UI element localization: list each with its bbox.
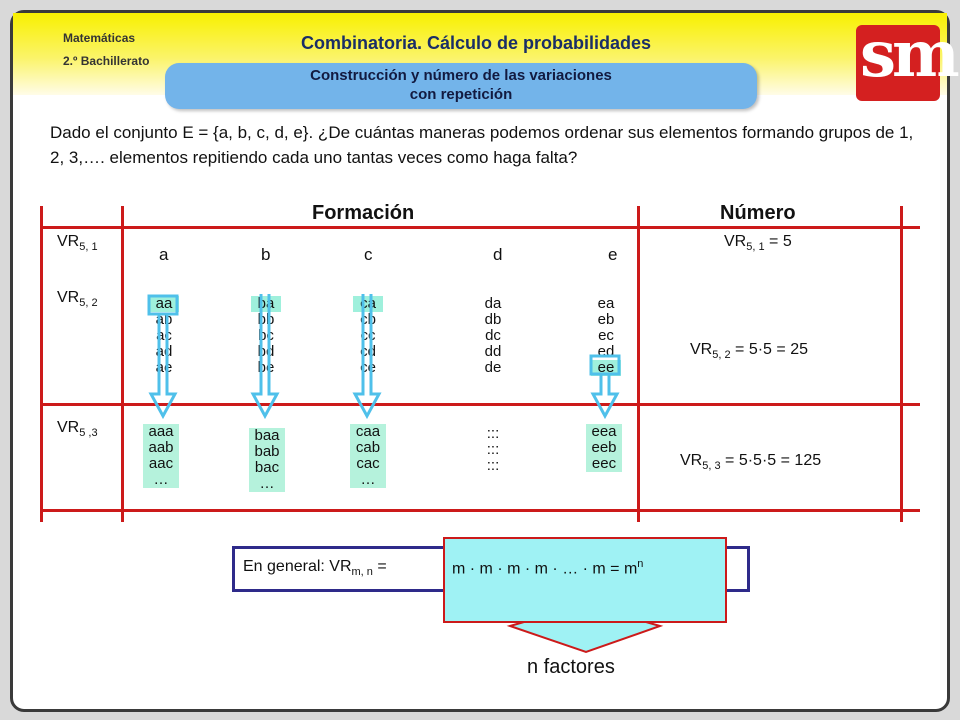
subject-label	[63, 27, 149, 73]
triple-cell: eeb	[591, 439, 617, 456]
grid-line-label-sep	[121, 206, 124, 522]
triple-cell: aac	[148, 455, 174, 472]
triple-cell: aab	[148, 439, 174, 456]
pair-cell: ad	[155, 343, 173, 360]
result-3: $VR_{5, 3} = 5\cdot 5\cdot 5 = 125$	[680, 452, 822, 473]
single-e: e	[608, 245, 618, 264]
triple-cell: baa	[254, 427, 280, 444]
pair-cell: ab	[155, 311, 173, 328]
pair-cell: ec	[598, 327, 614, 344]
pair-cell: ba	[251, 296, 281, 312]
pair-cell: ea	[597, 295, 615, 312]
document-title: Combinatoria. Cálculo de probabilidades	[301, 33, 652, 53]
expand-arrow-e	[587, 290, 629, 428]
sm-logo	[856, 17, 956, 101]
product-highlight	[443, 537, 727, 623]
number-heading: Número	[720, 202, 796, 224]
triple-column-e	[586, 424, 622, 472]
triple-column-c	[350, 424, 386, 488]
triple-cell: …	[259, 475, 275, 492]
expand-arrow-b	[247, 290, 289, 428]
triple-cell: :::	[486, 441, 500, 458]
single-c: c	[364, 245, 373, 264]
logo-text: sm	[860, 17, 956, 92]
single-d: d	[493, 245, 503, 264]
pair-cell: bc	[258, 327, 274, 344]
triple-cell: eea	[591, 423, 617, 440]
pair-cell: be	[257, 359, 275, 376]
pair-cell: eb	[597, 311, 615, 328]
expand-arrow-c	[349, 290, 391, 428]
single-a: a	[159, 245, 169, 264]
triple-cell: …	[153, 471, 169, 488]
pair-cell: aa	[149, 296, 179, 312]
grid-line-left	[40, 206, 43, 522]
triple-cell: aaa	[148, 423, 174, 440]
expand-arrow-a	[145, 290, 187, 428]
pair-cell: dc	[485, 327, 501, 344]
general-formula-label: En general: $VR_{m, n}$ =	[243, 558, 387, 579]
pair-cell: ca	[353, 296, 383, 312]
pair-cell: cd	[360, 343, 376, 360]
triple-cell: :::	[486, 425, 500, 442]
general-formula-product: m · m · m · m · … · $m = m^n$	[452, 558, 644, 578]
pair-cell: bb	[257, 311, 275, 328]
grid-line-result-sep	[637, 206, 640, 522]
question-text: Dado el conjunto E = {a, b, c, d, e}. ¿De cuántas maneras podemos ordenar sus elementos formando grupos de 1, 2, 3,…. elementos repitiendo cada uno tantas veces como haga falta?	[50, 123, 914, 167]
triple-cell: cac	[356, 455, 380, 472]
factors-label: n factores	[527, 656, 615, 678]
section-title	[165, 63, 757, 109]
row-label-2: $VR_{5, 2}$	[57, 289, 98, 310]
pair-cell: ce	[360, 359, 376, 376]
triple-cell: bac	[254, 459, 280, 476]
grid-line-top	[40, 226, 920, 229]
pair-cell: cb	[360, 311, 376, 328]
grid-line-right	[900, 206, 903, 522]
triple-column-a	[143, 424, 179, 488]
section-title-line1: Construcción y número de las variaciones	[310, 67, 612, 84]
triple-cell: …	[360, 471, 376, 488]
triple-cell: cab	[355, 439, 381, 456]
triple-cell: caa	[355, 423, 381, 440]
triple-column-b	[249, 428, 285, 492]
pair-cell: ae	[155, 359, 173, 376]
factors-arrow	[508, 620, 662, 654]
pair-cell: ee	[591, 360, 621, 376]
grid-line-bottom	[40, 509, 920, 512]
pair-cell: ac	[156, 327, 172, 344]
triple-cell: :::	[486, 457, 500, 474]
pair-cell: cc	[360, 327, 376, 344]
result-1: $VR_{5, 1} = 5$	[724, 233, 792, 254]
triple-column-d	[478, 426, 508, 474]
row-label-3: $VR_{5 ,3}$	[57, 419, 98, 440]
single-b: b	[261, 245, 271, 264]
pair-cell: bd	[257, 343, 275, 360]
subject-name: Matemáticas	[63, 31, 136, 45]
result-2: $VR_{5, 2} = 5\cdot 5 = 25$	[690, 341, 808, 362]
section-title-line2: con repetición	[409, 86, 513, 103]
pair-cell: da	[484, 295, 502, 312]
course-name: 2.º Bachillerato	[63, 54, 150, 68]
pair-cell: dd	[484, 343, 502, 360]
pair-column-d	[478, 296, 508, 376]
pair-cell: de	[484, 359, 502, 376]
row-label-1: $VR_{5, 1}$	[57, 233, 98, 254]
triple-cell: bab	[254, 443, 280, 460]
pair-cell: ed	[597, 343, 615, 360]
formation-heading: Formación	[312, 202, 415, 224]
triple-cell: eec	[591, 455, 617, 472]
pair-cell: db	[484, 311, 502, 328]
